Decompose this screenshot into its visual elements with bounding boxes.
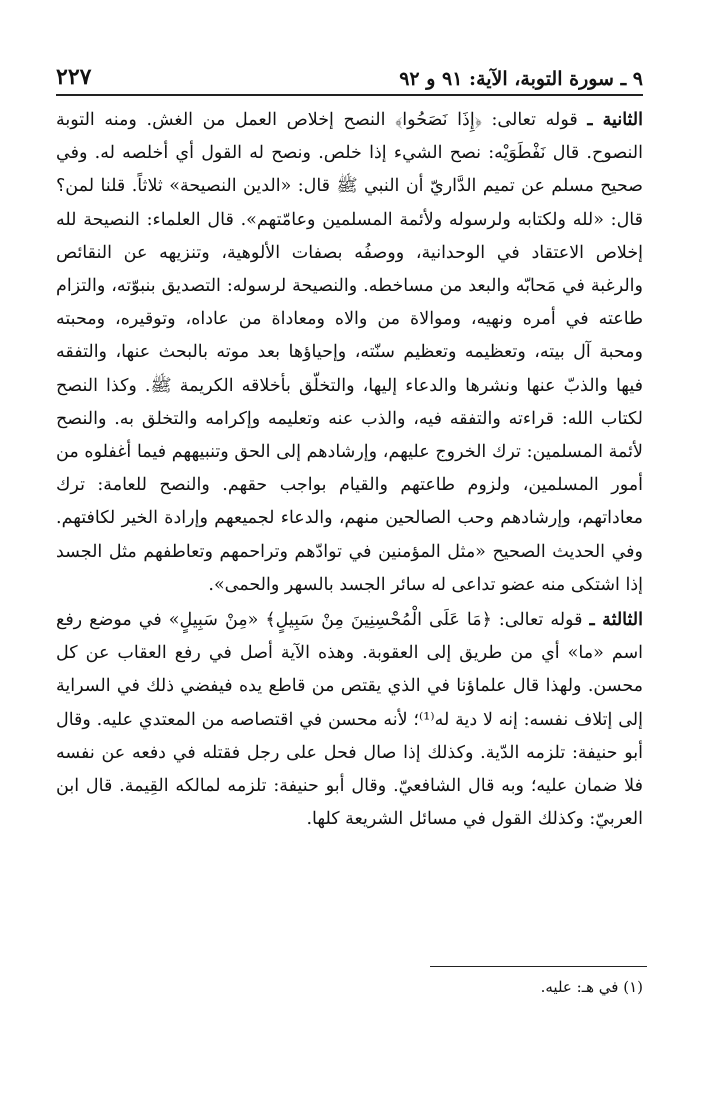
- paragraph-body: قوله تعالى: ﴿مَا عَلَى الْمُحْسِنِينَ مِنْ سَبِيلٍ﴾ «مِنْ سَبِيلٍ» في موضع رفع اسم «ما» أي من طريق إلى العقوبة. وهذه الآية أصل في رفع العقاب عن كل محسن. ولهذا قال علماؤنا في الذي يقتص من قاطع يده فيفضي ذلك في السراية إلى إتلاف نفسه: إنه لا دية له⁽¹⁾؛ لأنه محسن في اقتصاصه من المعتدي عليه. وقال أبو حنيفة: تلزمه الدّية. وكذلك إذا صال فحل على رجل فقتله في دفعه عن نفسه فلا ضمان عليه؛ وبه قال الشافعيّ. وقال أبو حنيفة: تلزمه لمالكه القِيمة. قال ابن العربيّ: وكذلك القول في مسائل الشريعة كلها.: [56, 610, 643, 830]
- footnote: (١) في هـ: عليه.: [540, 978, 643, 996]
- paragraph-third-issue: [56, 604, 643, 836]
- header-title: ٩ ـ سورة التوبة، الآية: ٩١ و ٩٢: [399, 68, 643, 90]
- paragraph-lead: الثالثة ـ: [589, 610, 643, 631]
- paragraph-body: قوله تعالى: ﴿إِذَا نَصَحُوا﴾ النصح إخلاص العمل من الغش. ومنه التوبة النصوح. قال نَفْطَوَيْه: نصح الشيء إذا خلص. ونصح له القول أي أخلصه له. وفي صحيح مسلم عن تميم الدَّاريّ أن النبي ﷺ قال: «الدين النصيحة» ثلاثاً. قلنا لمن؟ قال: «لله ولكتابه ولرسوله ولأئمة المسلمين وعامّتهم». قال العلماء: النصيحة لله إخلاص الاعتقاد في الوحدانية، ووصفُه بصفات الألوهية، وتنزيهه عن النقائص والرغبة في مَحابّه والبعد من مساخطه. والنصيحة لرسوله: التصديق بنبوّته، والتزام طاعته في أمره ونهيه، وموالاة من والاه ومعاداة من عاداه، وتوقيره، ومحبته ومحبة آل بيته، وتعظيمه وتعظيم سنّته، وإحياؤها بعد موته بالبحث عنها، والتفقه فيها والذبّ عنها ونشرها والدعاء إليها، والتخلّق بأخلاقه الكريمة ﷺ. وكذا النصح لكتاب الله: قراءته والتفقه فيه، والذب عنه وتعليمه وإكرامه والتخلق به. والنصح لأئمة المسلمين: ترك الخروج عليهم، وإرشادهم إلى الحق وتنبيههم فيما أغفلوه من أمور المسلمين، ولزوم طاعتهم والقيام بواجب حقهم. والنصح للعامة: ترك معاداتهم، وإرشادهم وحب الصالحين منهم، والدعاء لجميعهم وإرادة الخير لكافتهم. وفي الحديث الصحيح «مثل المؤمنين في توادّهم وتراحمهم وتعاطفهم مثل الجسد إذا اشتكى منه عضو تداعى له سائر الجسد بالسهر والحمى».: [56, 110, 643, 595]
- main-text: [56, 104, 643, 836]
- footnote-divider: [430, 966, 647, 967]
- running-header: [56, 56, 643, 90]
- page-number: ٢٢٧: [56, 64, 92, 90]
- paragraph-lead: الثانية ـ: [587, 110, 644, 130]
- paragraph-second-issue: [56, 104, 643, 602]
- header-divider: [56, 94, 643, 96]
